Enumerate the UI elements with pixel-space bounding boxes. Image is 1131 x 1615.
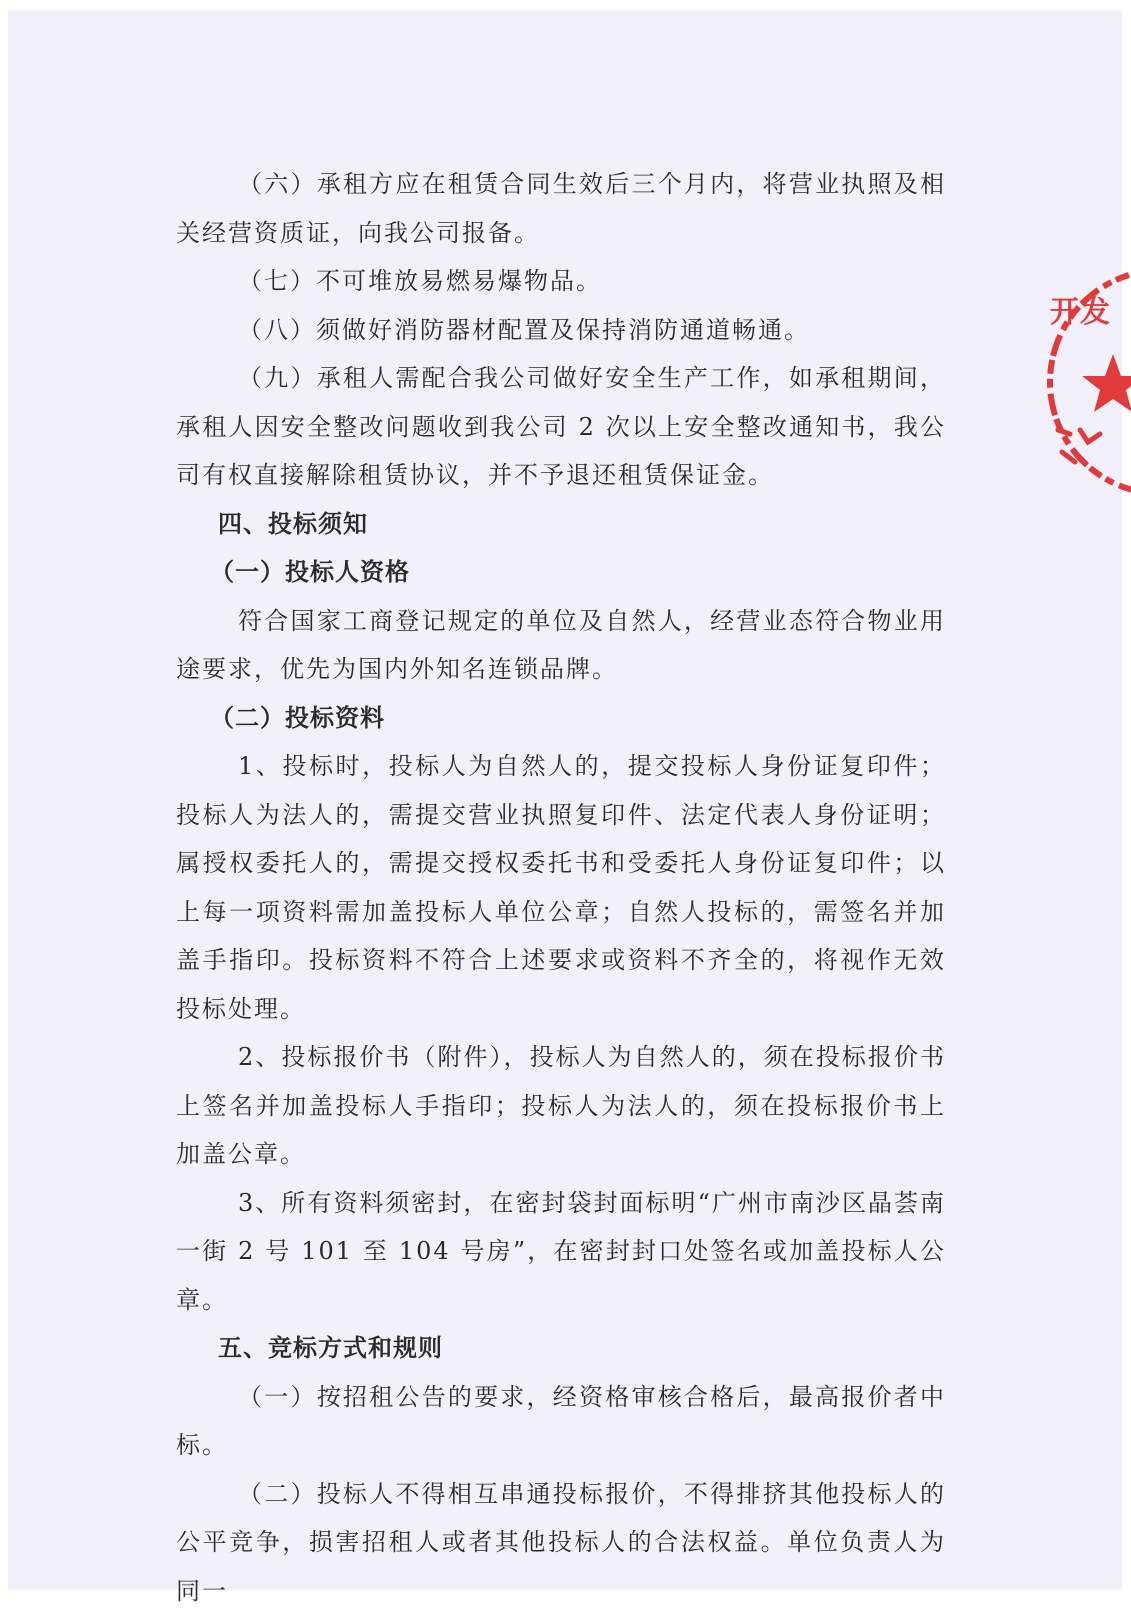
paragraph-rule-2: （二）投标人不得相互串通投标报价，不得排挤其他投标人的公平竞争，损害招租人或者其他投标人的合法权益。单位负责人为同一 bbox=[176, 1470, 946, 1615]
company-seal bbox=[1040, 262, 1131, 502]
section-heading-bidding-rules: 五、竞标方式和规则 bbox=[176, 1324, 946, 1373]
paragraph-materials-2: 2、投标报价书（附件），投标人为自然人的，须在投标报价书上签名并加盖投标人手指印；投标人为法人的，须在投标报价书上加盖公章。 bbox=[176, 1033, 946, 1179]
section-heading-bidding-notice: 四、投标须知 bbox=[176, 500, 946, 549]
paragraph-clause-6: （六）承租方应在租赁合同生效后三个月内，将营业执照及相关经营资质证，向我公司报备。 bbox=[176, 160, 946, 257]
seal-text: 开发 bbox=[1050, 295, 1110, 330]
paragraph-materials-1: 1、投标时，投标人为自然人的，提交投标人身份证复印件；投标人为法人的，需提交营业执照复印件、法定代表人身份证明；属授权委托人的，需提交授权委托书和受委托人身份证复印件；以上每一项资料需加盖投标人单位公章；自然人投标的，需签名并加盖手指印。投标资料不符合上述要求或资料不齐全的，将视作无效投标处理。 bbox=[176, 742, 946, 1033]
paragraph-materials-3: 3、所有资料须密封，在密封袋封面标明“广州市南沙区晶荟南一街 2 号 101 至 104 号房”，在密封封口处签名或加盖投标人公章。 bbox=[176, 1179, 946, 1325]
paragraph-clause-7: （七）不可堆放易燃易爆物品。 bbox=[176, 257, 946, 306]
subheading-bidder-qualification: （一）投标人资格 bbox=[176, 548, 946, 597]
paragraph-qualification: 符合国家工商登记规定的单位及自然人，经营业态符合物业用途要求，优先为国内外知名连锁品牌。 bbox=[176, 597, 946, 694]
document-body bbox=[176, 160, 946, 1615]
subheading-bidding-materials: （二）投标资料 bbox=[176, 694, 946, 743]
paragraph-clause-8: （八）须做好消防器材配置及保持消防通道畅通。 bbox=[176, 306, 946, 355]
paragraph-rule-1: （一）按招租公告的要求，经资格审核合格后，最高报价者中标。 bbox=[176, 1373, 946, 1470]
paragraph-clause-9: （九）承租人需配合我公司做好安全生产工作，如承租期间，承租人因安全整改问题收到我公司 2 次以上安全整改通知书，我公司有权直接解除租赁协议，并不予退还租赁保证金。 bbox=[176, 354, 946, 500]
star-icon bbox=[1082, 354, 1131, 412]
